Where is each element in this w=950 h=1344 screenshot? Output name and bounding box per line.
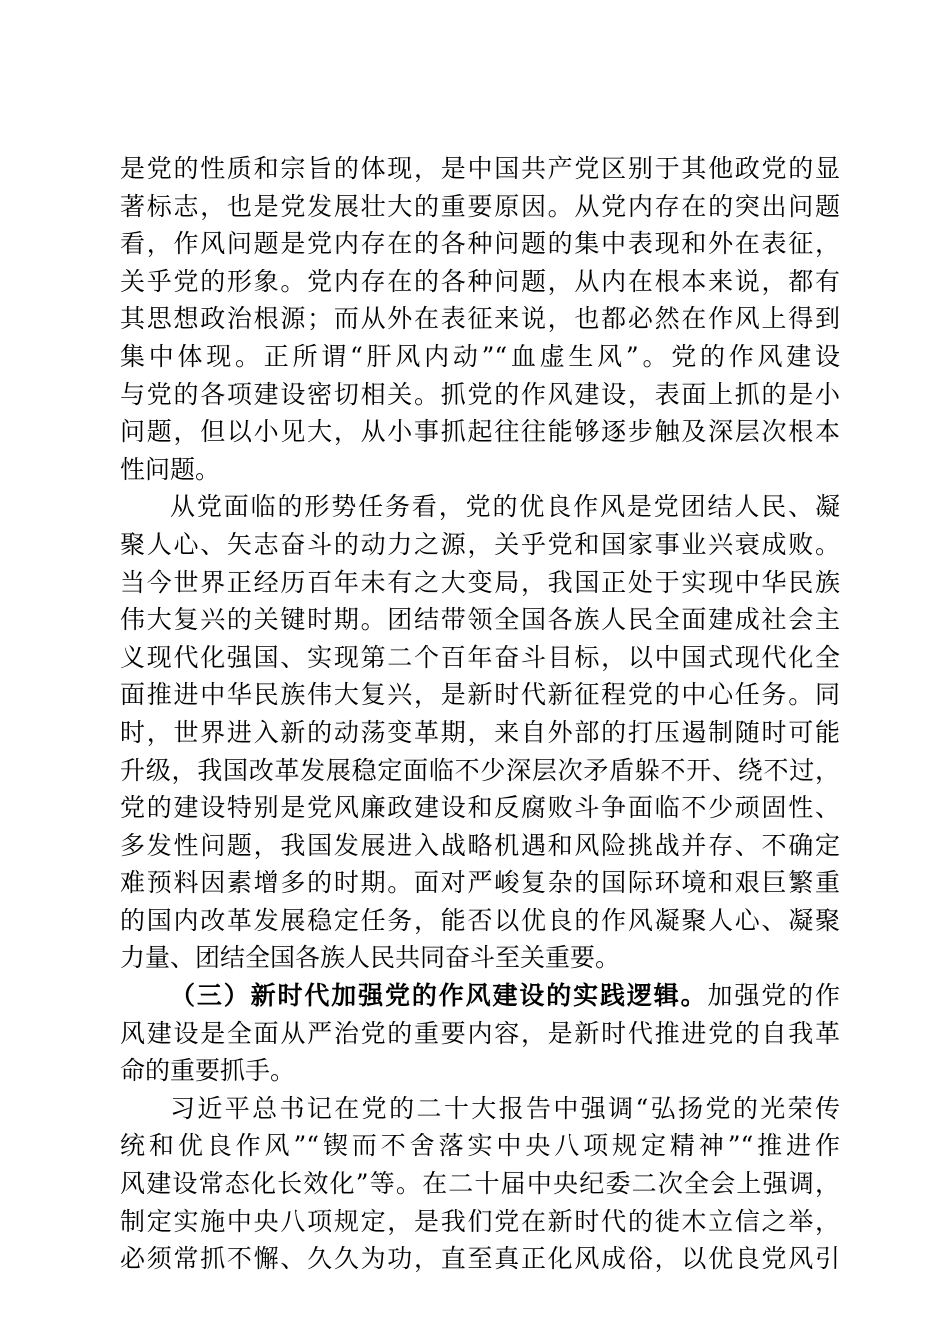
text-line: 性问题。 [120, 454, 221, 484]
text-line: 风建设常态化长效化”等。在二十届中央纪委二次全会上强调， [120, 1169, 840, 1199]
text-line: 面推进中华民族伟大复兴，是新时代新征程党的中心任务。同 [120, 680, 840, 710]
body-text [120, 150, 840, 1278]
text-line: 党的建设特别是党风廉政建设和反腐败斗争面临不少顽固性、 [120, 793, 840, 823]
text-line: 多发性问题，我国发展进入战略机遇和风险挑战并存、不确定 [120, 830, 840, 860]
text-line: 与党的各项建设密切相关。抓党的作风建设，表面上抓的是小 [120, 379, 840, 409]
text-line: 命的重要抓手。 [120, 1056, 296, 1086]
text-line: 统和优良作风”“锲而不舍落实中央八项规定精神”“推进作 [120, 1131, 840, 1161]
text-line: 时，世界进入新的动荡变革期，来自外部的打压遏制随时可能 [120, 717, 840, 747]
text-line: 升级，我国改革发展稳定面临不少深层次矛盾躲不开、绕不过， [120, 755, 840, 785]
text-line: 关乎党的形象。党内存在的各种问题，从内在根本来说，都有 [120, 266, 840, 296]
text-line: 问题，但以小见大，从小事抓起往往能够逐步触及深层次根本 [120, 417, 840, 447]
text-line: 看，作风问题是党内存在的各种问题的集中表现和外在表征， [120, 229, 840, 259]
text-line: 风建设是全面从严治党的重要内容，是新时代推进党的自我革 [120, 1018, 840, 1048]
text-line: 集中体现。正所谓“肝风内动”“血虚生风”。党的作风建设 [120, 341, 840, 371]
text-line [120, 977, 840, 1015]
text-line: 必须常抓不懈、久久为功，直至真正化风成俗，以优良党风引 [120, 1244, 840, 1274]
text-line: 习近平总书记在党的二十大报告中强调“弘扬党的光荣传 [170, 1093, 840, 1123]
text-line: 义现代化强国、实现第二个百年奋斗目标，以中国式现代化全 [120, 642, 840, 672]
section-heading: （三）新时代加强党的作风建设的实践逻辑。 [170, 981, 708, 1011]
text-line: 从党面临的形势任务看，党的优良作风是党团结人民、凝 [170, 492, 840, 522]
heading-continuation: 加强党的作 [707, 981, 840, 1011]
text-line: 难预料因素增多的时期。面对严峻复杂的国际环境和艰巨繁重 [120, 868, 840, 898]
text-line: 的国内改革发展稳定任务，能否以优良的作风凝聚人心、凝聚 [120, 905, 840, 935]
text-line: 聚人心、矢志奋斗的动力之源，关乎党和国家事业兴衰成败。 [120, 529, 840, 559]
text-line: 著标志，也是党发展壮大的重要原因。从党内存在的突出问题 [120, 191, 840, 221]
text-line: 力量、团结全国各族人民共同奋斗至关重要。 [120, 943, 621, 973]
text-line: 其思想政治根源；而从外在表征来说，也都必然在作风上得到 [120, 304, 840, 334]
text-line: 当今世界正经历百年未有之大变局，我国正处于实现中华民族 [120, 567, 840, 597]
text-line: 伟大复兴的关键时期。团结带领全国各族人民全面建成社会主 [120, 605, 840, 635]
text-line: 是党的性质和宗旨的体现，是中国共产党区别于其他政党的显 [120, 154, 840, 183]
text-line: 制定实施中央八项规定，是我们党在新时代的徙木立信之举， [120, 1206, 840, 1236]
